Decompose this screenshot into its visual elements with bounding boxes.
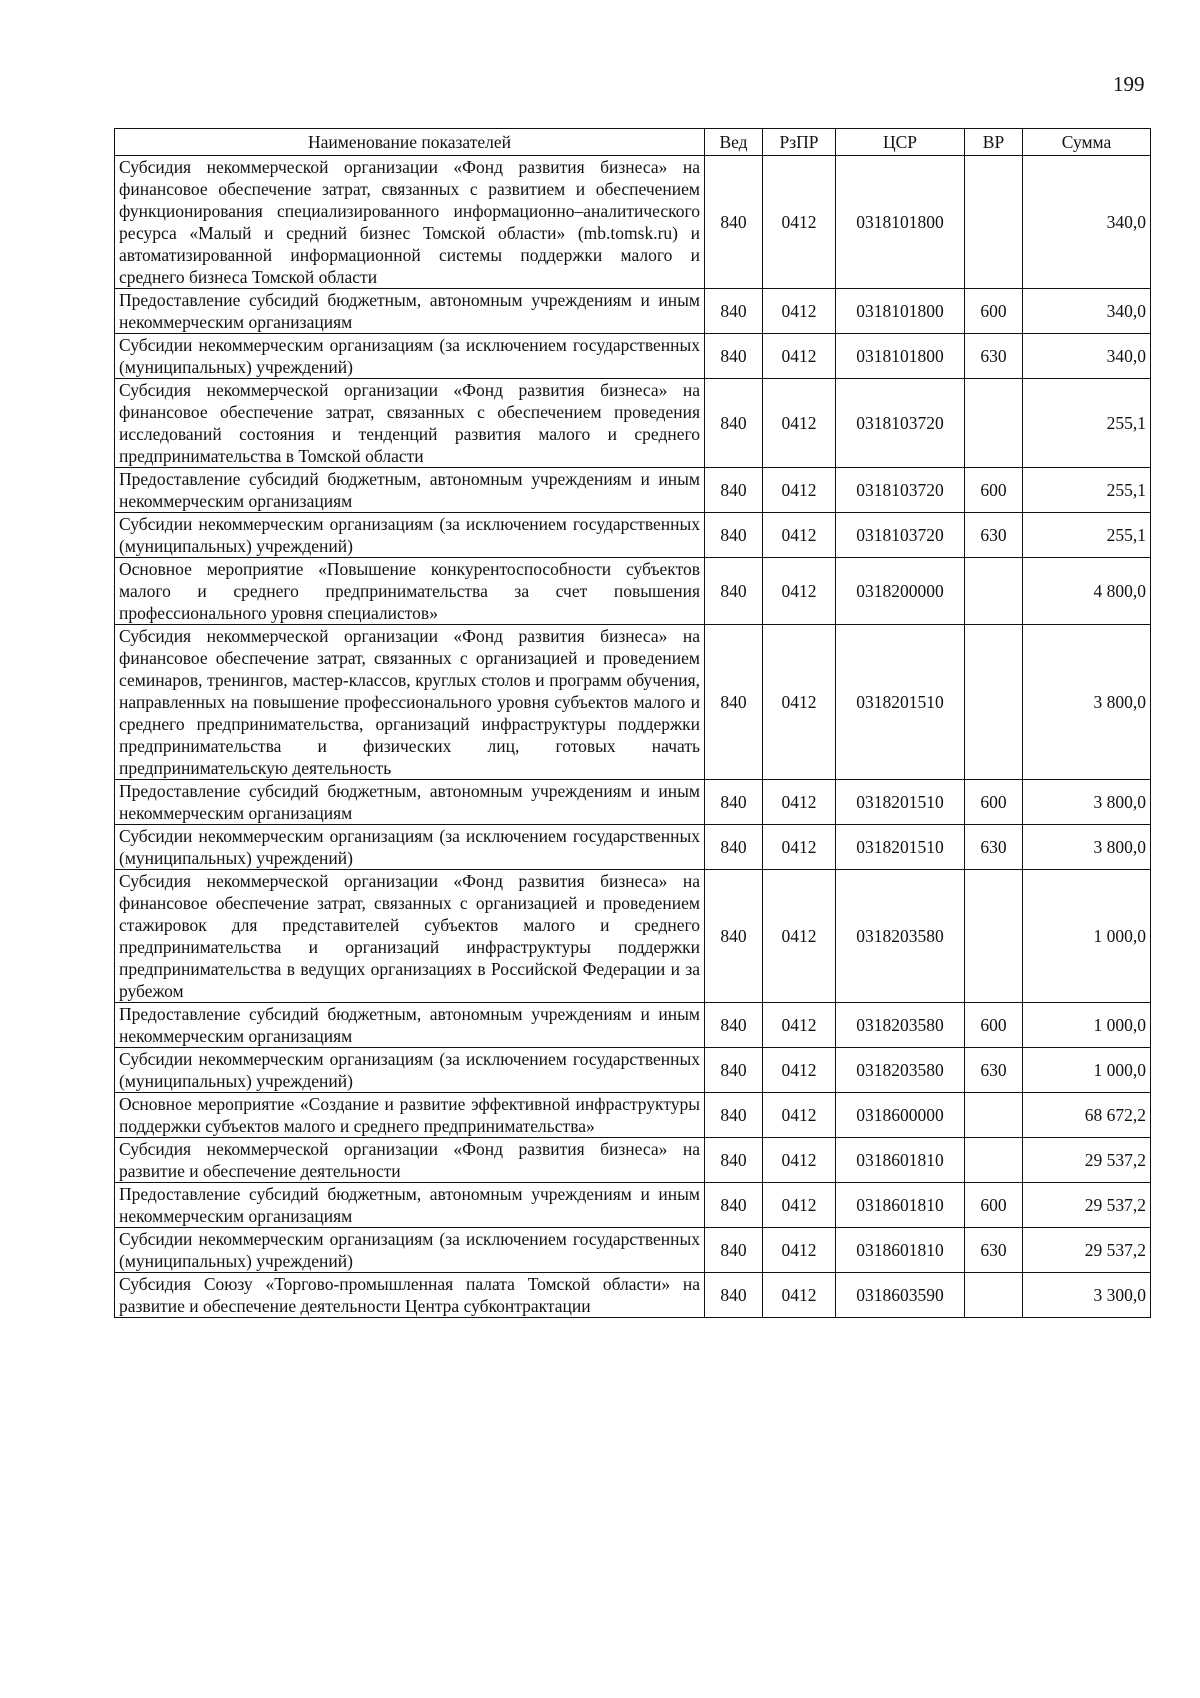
table-row xyxy=(115,870,1151,1003)
table-row xyxy=(115,780,1151,825)
row-sum: 68 672,2 xyxy=(1023,1093,1151,1138)
row-csr: 0318101800 xyxy=(836,289,965,334)
row-csr: 0318203580 xyxy=(836,1048,965,1093)
row-name: Субсидии некоммерческим организациям (за исключением государственных (муниципальных) учреждений) xyxy=(115,825,705,870)
row-ved: 840 xyxy=(705,1048,763,1093)
row-csr: 0318203580 xyxy=(836,1003,965,1048)
row-sum: 29 537,2 xyxy=(1023,1183,1151,1228)
table-row xyxy=(115,513,1151,558)
row-name: Субсидии некоммерческим организациям (за исключением государственных (муниципальных) учреждений) xyxy=(115,1048,705,1093)
row-vr: 630 xyxy=(965,825,1023,870)
row-rzpr: 0412 xyxy=(763,468,836,513)
row-ved: 840 xyxy=(705,1138,763,1183)
row-ved: 840 xyxy=(705,558,763,625)
row-csr: 0318103720 xyxy=(836,468,965,513)
row-ved: 840 xyxy=(705,379,763,468)
row-vr xyxy=(965,379,1023,468)
row-csr: 0318203580 xyxy=(836,870,965,1003)
row-csr: 0318201510 xyxy=(836,825,965,870)
row-rzpr: 0412 xyxy=(763,558,836,625)
row-vr: 600 xyxy=(965,1003,1023,1048)
row-name: Основное мероприятие «Повышение конкурентоспособности субъектов малого и среднего предпринимательства за счет повышения профессионального уровня специалистов» xyxy=(115,558,705,625)
header-vr: ВР xyxy=(965,129,1023,156)
row-vr: 600 xyxy=(965,468,1023,513)
row-vr xyxy=(965,870,1023,1003)
budget-table xyxy=(114,128,1151,1318)
row-name: Субсидия некоммерческой организации «Фонд развития бизнеса» на финансовое обеспечение затрат, связанных с организацией и проведением семинаров, тренингов, мастер-классов, круглых столов и программ обучения, направленных на повышение профессионального уровня субъектов малого и среднего предпринимательства, организаций инфраструктуры поддержки предпринимательства и физических лиц, готовых начать предпринимательскую деятельность xyxy=(115,625,705,780)
row-csr: 0318103720 xyxy=(836,379,965,468)
row-ved: 840 xyxy=(705,780,763,825)
row-vr: 600 xyxy=(965,1183,1023,1228)
row-name: Субсидия некоммерческой организации «Фонд развития бизнеса» на финансовое обеспечение затрат, связанных с организацией и проведением стажировок для представителей субъектов малого и среднего предпринимательства и организаций инфраструктуры поддержки предпринимательства в ведущих организациях в Российской Федерации и за рубежом xyxy=(115,870,705,1003)
table-row xyxy=(115,1183,1151,1228)
row-vr: 630 xyxy=(965,1228,1023,1273)
row-sum: 255,1 xyxy=(1023,379,1151,468)
row-sum: 340,0 xyxy=(1023,334,1151,379)
row-rzpr: 0412 xyxy=(763,289,836,334)
row-name: Предоставление субсидий бюджетным, автономным учреждениям и иным некоммерческим организациям xyxy=(115,780,705,825)
table-row xyxy=(115,334,1151,379)
table-row xyxy=(115,558,1151,625)
row-rzpr: 0412 xyxy=(763,780,836,825)
row-rzpr: 0412 xyxy=(763,870,836,1003)
row-rzpr: 0412 xyxy=(763,513,836,558)
row-csr: 0318101800 xyxy=(836,334,965,379)
row-csr: 0318601810 xyxy=(836,1183,965,1228)
header-csr: ЦСР xyxy=(836,129,965,156)
row-name: Предоставление субсидий бюджетным, автономным учреждениям и иным некоммерческим организациям xyxy=(115,1003,705,1048)
row-ved: 840 xyxy=(705,1228,763,1273)
row-rzpr: 0412 xyxy=(763,1273,836,1318)
row-rzpr: 0412 xyxy=(763,825,836,870)
row-name: Субсидия Союзу «Торгово-промышленная палата Томской области» на развитие и обеспечение деятельности Центра субконтрактации xyxy=(115,1273,705,1318)
row-sum: 29 537,2 xyxy=(1023,1228,1151,1273)
row-ved: 840 xyxy=(705,1093,763,1138)
row-sum: 3 300,0 xyxy=(1023,1273,1151,1318)
table-body xyxy=(115,156,1151,1318)
row-vr: 630 xyxy=(965,334,1023,379)
row-rzpr: 0412 xyxy=(763,334,836,379)
row-sum: 340,0 xyxy=(1023,156,1151,289)
row-rzpr: 0412 xyxy=(763,1183,836,1228)
table-row xyxy=(115,625,1151,780)
page-number: 199 xyxy=(1113,72,1145,96)
table-row xyxy=(115,468,1151,513)
row-name: Основное мероприятие «Создание и развитие эффективной инфраструктуры поддержки субъектов малого и среднего предпринимательства» xyxy=(115,1093,705,1138)
row-rzpr: 0412 xyxy=(763,625,836,780)
row-csr: 0318103720 xyxy=(836,513,965,558)
row-name: Предоставление субсидий бюджетным, автономным учреждениям и иным некоммерческим организациям xyxy=(115,289,705,334)
row-vr xyxy=(965,625,1023,780)
row-vr xyxy=(965,1138,1023,1183)
row-csr: 0318600000 xyxy=(836,1093,965,1138)
row-ved: 840 xyxy=(705,334,763,379)
row-sum: 3 800,0 xyxy=(1023,625,1151,780)
row-rzpr: 0412 xyxy=(763,1228,836,1273)
row-ved: 840 xyxy=(705,289,763,334)
table-row xyxy=(115,289,1151,334)
table-row xyxy=(115,1048,1151,1093)
row-ved: 840 xyxy=(705,1003,763,1048)
header-row xyxy=(115,129,1151,156)
header-ved: Вед xyxy=(705,129,763,156)
row-sum: 1 000,0 xyxy=(1023,1003,1151,1048)
row-sum: 255,1 xyxy=(1023,513,1151,558)
header-rzpr: РзПР xyxy=(763,129,836,156)
table-row xyxy=(115,1093,1151,1138)
row-rzpr: 0412 xyxy=(763,1003,836,1048)
table-row xyxy=(115,156,1151,289)
row-vr xyxy=(965,156,1023,289)
row-sum: 1 000,0 xyxy=(1023,870,1151,1003)
row-csr: 0318603590 xyxy=(836,1273,965,1318)
row-vr xyxy=(965,1093,1023,1138)
table-row xyxy=(115,1003,1151,1048)
row-csr: 0318201510 xyxy=(836,625,965,780)
row-csr: 0318101800 xyxy=(836,156,965,289)
row-name: Субсидии некоммерческим организациям (за исключением государственных (муниципальных) учреждений) xyxy=(115,1228,705,1273)
row-csr: 0318601810 xyxy=(836,1138,965,1183)
row-vr xyxy=(965,558,1023,625)
row-vr: 630 xyxy=(965,513,1023,558)
row-sum: 255,1 xyxy=(1023,468,1151,513)
row-ved: 840 xyxy=(705,468,763,513)
row-name: Субсидии некоммерческим организациям (за исключением государственных (муниципальных) учреждений) xyxy=(115,334,705,379)
row-sum: 4 800,0 xyxy=(1023,558,1151,625)
row-rzpr: 0412 xyxy=(763,1048,836,1093)
row-csr: 0318201510 xyxy=(836,780,965,825)
row-ved: 840 xyxy=(705,1273,763,1318)
table-header xyxy=(115,129,1151,156)
row-rzpr: 0412 xyxy=(763,1138,836,1183)
row-vr xyxy=(965,1273,1023,1318)
table-row xyxy=(115,379,1151,468)
row-rzpr: 0412 xyxy=(763,1093,836,1138)
row-sum: 1 000,0 xyxy=(1023,1048,1151,1093)
table-row xyxy=(115,825,1151,870)
row-ved: 840 xyxy=(705,513,763,558)
row-name: Субсидии некоммерческим организациям (за исключением государственных (муниципальных) учреждений) xyxy=(115,513,705,558)
row-ved: 840 xyxy=(705,625,763,780)
table-row xyxy=(115,1228,1151,1273)
header-name: Наименование показателей xyxy=(115,129,705,156)
row-sum: 3 800,0 xyxy=(1023,780,1151,825)
row-sum: 29 537,2 xyxy=(1023,1138,1151,1183)
row-csr: 0318601810 xyxy=(836,1228,965,1273)
row-rzpr: 0412 xyxy=(763,379,836,468)
row-sum: 340,0 xyxy=(1023,289,1151,334)
row-name: Предоставление субсидий бюджетным, автономным учреждениям и иным некоммерческим организациям xyxy=(115,468,705,513)
row-vr: 600 xyxy=(965,780,1023,825)
row-rzpr: 0412 xyxy=(763,156,836,289)
header-sum: Сумма xyxy=(1023,129,1151,156)
row-sum: 3 800,0 xyxy=(1023,825,1151,870)
row-ved: 840 xyxy=(705,1183,763,1228)
row-name: Субсидия некоммерческой организации «Фонд развития бизнеса» на финансовое обеспечение затрат, связанных с развитием и обеспечением функционирования специализированного информационно–аналитического ресурса «Малый и средний бизнес Томской области» (mb.tomsk.ru) и автоматизированной информационной системы поддержки малого и среднего бизнеса Томской области xyxy=(115,156,705,289)
row-csr: 0318200000 xyxy=(836,558,965,625)
row-ved: 840 xyxy=(705,156,763,289)
row-ved: 840 xyxy=(705,825,763,870)
table-row xyxy=(115,1273,1151,1318)
row-name: Субсидия некоммерческой организации «Фонд развития бизнеса» на развитие и обеспечение деятельности xyxy=(115,1138,705,1183)
row-vr: 630 xyxy=(965,1048,1023,1093)
row-name: Предоставление субсидий бюджетным, автономным учреждениям и иным некоммерческим организациям xyxy=(115,1183,705,1228)
row-name: Субсидия некоммерческой организации «Фонд развития бизнеса» на финансовое обеспечение затрат, связанных с обеспечением проведения исследований состояния и тенденций развития малого и среднего предпринимательства в Томской области xyxy=(115,379,705,468)
row-ved: 840 xyxy=(705,870,763,1003)
row-vr: 600 xyxy=(965,289,1023,334)
table-row xyxy=(115,1138,1151,1183)
